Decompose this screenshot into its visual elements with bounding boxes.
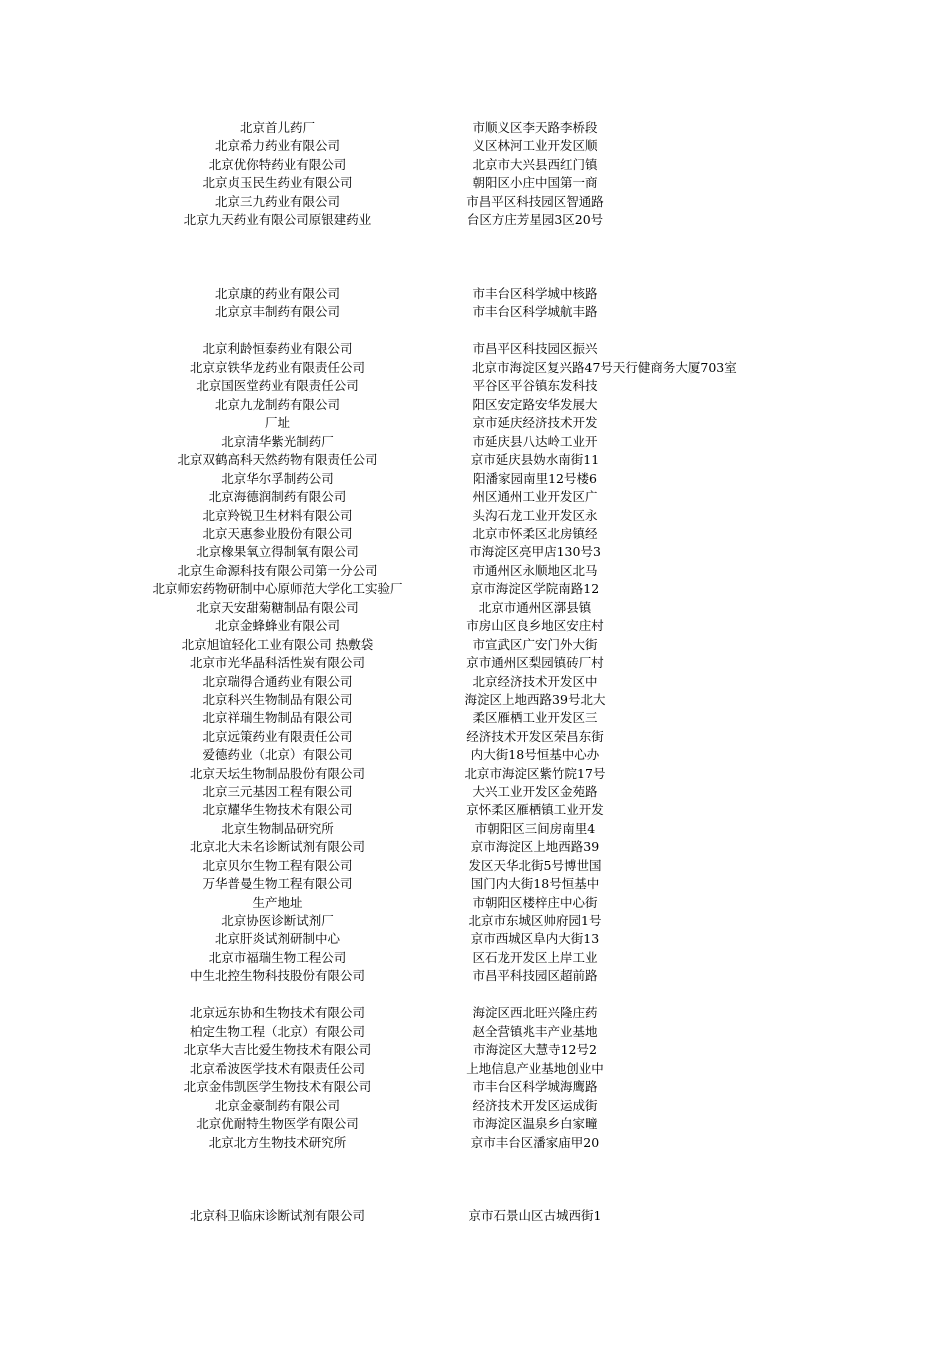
company-address: 北京经济技术开发区中 <box>472 674 598 689</box>
list-item <box>0 470 950 488</box>
company-name: 北京北方生物技术研究所 <box>208 1135 347 1150</box>
list-item <box>0 580 950 598</box>
company-address: 市朝阳区三间房南里4 <box>474 821 596 836</box>
company-name: 北京京铁华龙药业有限责任公司 <box>189 360 365 375</box>
company-address: 阳潘家园南里12号楼6 <box>473 471 597 486</box>
list-item <box>0 193 950 211</box>
list-item <box>0 156 950 174</box>
list-item <box>0 303 950 321</box>
list-item <box>0 746 950 764</box>
company-address: 海淀区上地西路39号北大 <box>464 692 606 707</box>
list-item <box>0 654 950 672</box>
list-item <box>0 783 950 801</box>
list-item <box>0 488 950 506</box>
company-address: 经济技术开发区荣昌东街 <box>466 729 604 744</box>
company-address: 市宣武区广安门外大街 <box>472 637 598 652</box>
company-address: 市昌平区科技园区智通路 <box>466 194 604 209</box>
company-address: 平谷区平谷镇东发科技 <box>472 378 598 393</box>
company-name: 北京华尔孚制药公司 <box>221 471 334 486</box>
company-address: 京市西城区阜内大街13 <box>470 931 600 946</box>
company-address: 市海淀区温泉乡白家疃 <box>472 1116 598 1131</box>
company-name: 北京三元基因工程有限公司 <box>202 784 353 799</box>
company-name: 北京利龄恒泰药业有限公司 <box>202 341 353 356</box>
company-address: 市丰台区科学城海鹰路 <box>472 1079 598 1094</box>
list-item <box>0 1097 950 1115</box>
company-name: 北京九龙制药有限公司 <box>214 397 340 412</box>
list-item <box>0 838 950 856</box>
list-item <box>0 765 950 783</box>
company-name: 北京生命源科技有限公司第一分公司 <box>177 563 378 578</box>
list-item <box>0 433 950 451</box>
company-name: 北京清华紫光制药厂 <box>221 434 334 449</box>
list-item <box>0 525 950 543</box>
list-item <box>0 285 950 303</box>
company-address: 内大街18号恒基中心办 <box>470 747 600 762</box>
company-name: 北京京丰制药有限公司 <box>214 304 340 319</box>
list-item <box>0 137 950 155</box>
list-item <box>0 1134 950 1152</box>
list-item <box>0 377 950 395</box>
company-address: 市延庆县八达岭工业开 <box>472 434 598 449</box>
company-name: 北京优耐特生物医学有限公司 <box>196 1116 359 1131</box>
list-item <box>0 1041 950 1059</box>
company-name: 厂址 <box>264 415 290 430</box>
company-name: 北京远东协和生物技术有限公司 <box>189 1005 365 1020</box>
company-name: 爱德药业（北京）有限公司 <box>202 747 353 762</box>
company-address: 北京市海淀区复兴路47号天行健商务大厦703室 <box>472 360 737 375</box>
company-address: 京市海淀区上地西路39 <box>470 839 600 854</box>
company-address: 大兴工业开发区金苑路 <box>472 784 598 799</box>
list-item <box>0 451 950 469</box>
company-name: 北京橡果氧立得制氧有限公司 <box>196 544 359 559</box>
company-name: 北京旭谊轻化工业有限公司 热敷袋 <box>181 637 374 652</box>
company-name: 北京生物制品研究所 <box>221 821 334 836</box>
list-item <box>0 894 950 912</box>
company-address: 市海淀区亮甲店130号3 <box>469 544 601 559</box>
list-item <box>0 617 950 635</box>
company-address: 北京市大兴县西红门镇 <box>472 157 598 172</box>
company-name: 北京希力药业有限公司 <box>214 138 340 153</box>
list-item <box>0 1060 950 1078</box>
company-name: 柏定生物工程（北京）有限公司 <box>189 1024 365 1039</box>
list-item <box>0 636 950 654</box>
company-name: 北京羚锐卫生材料有限公司 <box>202 508 353 523</box>
company-name: 北京肝炎试剂研制中心 <box>214 931 340 946</box>
list-item <box>0 1115 950 1133</box>
company-address: 台区方庄芳星园3区20号 <box>466 212 604 227</box>
list-item <box>0 1004 950 1022</box>
list-item <box>0 543 950 561</box>
company-name: 北京金豪制药有限公司 <box>214 1098 340 1113</box>
company-name: 北京希波医学技术有限责任公司 <box>189 1061 365 1076</box>
company-name: 北京金蜂蜂业有限公司 <box>214 618 340 633</box>
company-address: 京市丰台区潘家庙甲20 <box>470 1135 600 1150</box>
company-name: 北京金伟凯医学生物技术有限公司 <box>183 1079 372 1094</box>
company-address: 市昌平区科技园区振兴 <box>472 341 598 356</box>
company-name: 北京瑞得合通药业有限公司 <box>202 674 353 689</box>
list-item <box>0 912 950 930</box>
list-item <box>0 396 950 414</box>
company-name: 中生北控生物科技股份有限公司 <box>189 968 365 983</box>
list-item <box>0 801 950 819</box>
list-item <box>0 507 950 525</box>
company-name: 北京协医诊断试剂厂 <box>221 913 334 928</box>
list-item <box>0 414 950 432</box>
company-name: 北京市光华晶科活性炭有限公司 <box>189 655 365 670</box>
list-item <box>0 599 950 617</box>
list-item <box>0 728 950 746</box>
company-name: 北京三九药业有限公司 <box>214 194 340 209</box>
company-address: 市丰台区科学城航丰路 <box>472 304 598 319</box>
company-name: 北京双鹤高科天然药物有限责任公司 <box>177 452 378 467</box>
list-item <box>0 967 950 985</box>
company-name: 北京九天药业有限公司原银建药业 <box>183 212 372 227</box>
company-address: 海淀区西北旺兴隆庄药 <box>472 1005 598 1020</box>
list-item <box>0 211 950 229</box>
company-address: 北京市怀柔区北房镇经 <box>472 526 598 541</box>
company-name: 北京天惠参业股份有限公司 <box>202 526 353 541</box>
company-name: 北京师宏药物研制中心原师范大学化工实验厂 <box>152 581 403 596</box>
company-name: 北京华大吉比爱生物技术有限公司 <box>183 1042 372 1057</box>
list-item <box>0 174 950 192</box>
company-name: 北京科卫临床诊断试剂有限公司 <box>189 1208 365 1223</box>
company-address: 赵全营镇兆丰产业基地 <box>472 1024 598 1039</box>
list-item <box>0 562 950 580</box>
company-address: 市海淀区大慧寺12号2 <box>473 1042 597 1057</box>
list-item <box>0 709 950 727</box>
company-address: 上地信息产业基地创业中 <box>466 1061 604 1076</box>
company-name: 生产地址 <box>252 895 303 910</box>
company-address: 京市石景山区古城西街1 <box>468 1208 602 1223</box>
company-name: 北京科兴生物制品有限公司 <box>202 692 353 707</box>
company-address: 区石龙开发区上岸工业 <box>472 950 598 965</box>
company-address: 州区通州工业开发区广 <box>472 489 598 504</box>
company-address: 市顺义区李天路李桥段 <box>472 120 598 135</box>
company-address: 阳区安定路安华发展大 <box>472 397 598 412</box>
company-name: 北京首儿药厂 <box>239 120 315 135</box>
company-address: 京市海淀区学院南路12 <box>470 581 600 596</box>
company-address: 北京市通州区漷县镇 <box>478 600 592 615</box>
list-item <box>0 820 950 838</box>
list-item <box>0 1078 950 1096</box>
list-item <box>0 1023 950 1041</box>
company-address: 京市延庆县妫水南街11 <box>470 452 600 467</box>
company-address: 北京市东城区帅府园1号 <box>468 913 602 928</box>
list-item <box>0 875 950 893</box>
company-name: 北京天坛生物制品股份有限公司 <box>189 766 365 781</box>
company-address: 朝阳区小庄中国第一商 <box>472 175 598 190</box>
company-name: 北京国医堂药业有限责任公司 <box>196 378 359 393</box>
company-address: 义区林河工业开发区顺 <box>472 138 598 153</box>
company-address: 经济技术开发区运成街 <box>472 1098 598 1113</box>
company-address: 国门内大街18号恒基中 <box>470 876 600 891</box>
company-name: 北京康的药业有限公司 <box>214 286 340 301</box>
company-address: 京怀柔区雁栖镇工业开发 <box>466 802 604 817</box>
company-address: 市丰台区科学城中核路 <box>472 286 598 301</box>
company-address: 柔区雁栖工业开发区三 <box>472 710 598 725</box>
list-item <box>0 691 950 709</box>
company-name: 北京远策药业有限责任公司 <box>202 729 353 744</box>
list-item <box>0 857 950 875</box>
company-name: 北京耀华生物技术有限公司 <box>202 802 353 817</box>
company-address: 北京市海淀区紫竹院17号 <box>464 766 606 781</box>
company-address: 京市延庆经济技术开发 <box>472 415 598 430</box>
company-address: 市通州区永顺地区北马 <box>472 563 598 578</box>
list-item <box>0 1207 950 1225</box>
company-address: 市昌平科技园区超前路 <box>472 968 598 983</box>
list-item <box>0 673 950 691</box>
company-name: 北京北大未名诊断试剂有限公司 <box>189 839 365 854</box>
list-item <box>0 359 950 377</box>
company-address: 市朝阳区楼梓庄中心街 <box>472 895 598 910</box>
list-item <box>0 930 950 948</box>
company-name: 万华普曼生物工程有限公司 <box>202 876 353 891</box>
company-name: 北京天安甜菊糖制品有限公司 <box>196 600 359 615</box>
company-address: 市房山区良乡地区安庄村 <box>466 618 604 633</box>
list-item <box>0 340 950 358</box>
company-name: 北京市福瑞生物工程公司 <box>208 950 347 965</box>
company-address: 发区天华北街5号博世国 <box>468 858 602 873</box>
company-name: 北京祥瑞生物制品有限公司 <box>202 710 353 725</box>
company-address: 头沟石龙工业开发区永 <box>472 508 598 523</box>
company-name: 北京贝尔生物工程有限公司 <box>202 858 353 873</box>
list-item <box>0 119 950 137</box>
company-name: 北京优你特药业有限公司 <box>208 157 347 172</box>
company-name: 北京贞玉民生药业有限公司 <box>202 175 353 190</box>
list-item <box>0 949 950 967</box>
company-name: 北京海德润制药有限公司 <box>208 489 347 504</box>
company-address: 京市通州区梨园镇砖厂村 <box>466 655 604 670</box>
